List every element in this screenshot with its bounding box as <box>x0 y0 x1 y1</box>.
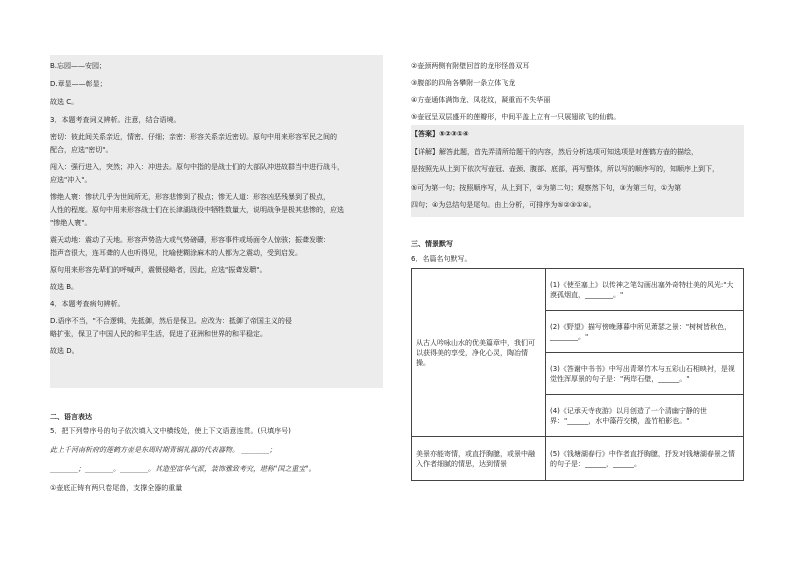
text-line: "惨绝人寰"。 <box>50 219 92 227</box>
text-line: 配合，应选"密切"。 <box>50 146 113 154</box>
text-line: 3．本题考查词义辨析。注意，结合语境。 <box>50 116 181 124</box>
table-left-cell: 美景亦能寄情，或直抒胸臆，或景中融入作者细腻的情思，达到情景 <box>412 437 546 481</box>
section-title: 二、语言表达 <box>50 413 92 421</box>
passage-text: 此上千河南析府的莲鹤方壶是东周时期青铜礼器的代表器物。 <box>50 446 239 454</box>
question-passage: 此上千河南析府的莲鹤方壶是东周时期青铜礼器的代表器物。 ________； <box>50 446 277 454</box>
table-cell: (4)《记承天寺夜游》以月创造了一个清幽宁静的世界："______，水中藻荇交横，盖竹柏影也。" <box>546 395 744 437</box>
text-line: 略扩张，保卫了中国人民的和平生活，促进了亚洲和世界的和平稳定。 <box>50 330 267 338</box>
text-line: 指声音很大，连耳聋的人也听得见，比喻使糊涂麻木的人都为之震动，受到启发。 <box>50 249 302 257</box>
option-item: ④方壶通体满饰龙、凤花纹，凝重而不失华丽 <box>411 96 551 104</box>
option-item: ②壶颈两侧有附壁回首的龙形怪兽双耳 <box>411 62 530 70</box>
answer-line: 【答案】⑤②③①④ <box>411 130 469 138</box>
passage-text: 其造型富华气派，装饰雅致考究，堪称"国之重宝"。 <box>155 465 316 473</box>
text-line: 应选"冲入"。 <box>50 176 92 184</box>
analysis-line: 是按照先从上到下依次写壶冠、壶颈、腹部、底部，再写整体，所以写的顺序写的，知顺序上到下， <box>411 165 719 173</box>
text-line: 震天动地：震动了天地。形容声势浩大或气势磅礴，形容事件或场面令人惊骇；振聋发聩： <box>50 236 330 244</box>
question-text: 6．名篇名句默写。 <box>411 255 472 263</box>
section-title: 三、情景默写 <box>411 240 453 248</box>
question-passage: ________；________。________。其造型富华气派，装饰雅致考究，堪称"国之重宝"。 <box>50 465 316 473</box>
option-item: ①壶底正铸有两只卷尾兽，支撑全器的重量 <box>50 484 183 492</box>
text-line: 故选 D。 <box>50 347 79 355</box>
analysis-line: ⑤可为第一句；按照顺序写，从上到下，②为第二句；观察然下句，③为第三句，①为第 <box>411 184 682 192</box>
text-line: 原句用来形容先辈们的呼喊声，震慑侵略者，因此，应选"振聋发聩"。 <box>50 266 267 274</box>
text-line: D.语序不当，"不合逻辑，先抵御，然后是保卫。应改为：抵御了帝国主义的侵 <box>50 317 292 325</box>
table-left-cell: 从古人吟咏山水的优美篇章中，我们可以获得美的享受，净化心灵，陶冶情操。 <box>412 269 546 437</box>
text-line: 密切：彼此间关系亲近，情密、仔细；亲密：形容关系亲近密切。原句中用来形容军民之间的 <box>50 133 337 141</box>
question-text: 5．把下列带序号的句子依次填入文中横线处，使上下文语意连贯。(只填序号) <box>50 427 291 435</box>
text-line: 故选 C。 <box>50 98 79 106</box>
text-line: D.章显——彰显； <box>50 80 107 88</box>
text-line: B.忘园——安园； <box>50 62 107 70</box>
text-line: 闯入：强行进入，突然；冲入：冲进去。原句中指的是战士们的大部队冲进故群当中进行战斗， <box>50 163 344 171</box>
table-cell: (5)《钱塘湖春行》中作者直抒胸臆，抒发对钱塘湖春景之情的句子是：______，______。 <box>546 437 744 481</box>
text-line: 人性的程度。原句中用来形容战士们在长津湖战役中牺牲数量大，说明战争是极其悲惨的，应选 <box>50 206 344 214</box>
recitation-table <box>411 268 744 481</box>
text-line: 故选 B。 <box>50 283 79 291</box>
analysis-line: 【详解】解答此题，首先弄清所给题干的内容，然后分析选项可知选项是对莲鹤方壶的描绘， <box>411 148 698 156</box>
table-cell: (2)《野望》描写傍晚薄暮中所见萧瑟之景："树树皆秋色，________。" <box>546 311 744 353</box>
option-item: ⑤壶冠呈双层盛开的莲瓣形，中间平盖上立有一只展翅欲飞的仙鹤。 <box>411 113 621 121</box>
table-cell: (3)《答谢中书书》中写出青翠竹木与五彩山石相映衬，是视觉性浑厚景的句子是："两岸石壁，______。" <box>546 353 744 395</box>
table-cell: (1)《使至塞上》以传神之笔勾画出塞外奇特壮美的风光:"大漠孤烟直，________。" <box>546 269 744 311</box>
text-line: 惨绝人寰：惨状几乎为世间所无，形容悲惨到了极点；惨无人道：形容凶恶残暴到了极点， <box>50 193 330 201</box>
text-line: 4．本题考查病句辨析。 <box>50 300 125 308</box>
option-item: ③腹部的四角各攀附一条立体飞龙 <box>411 79 516 87</box>
analysis-line: 四句；④为总结句是尾句。由上分析，可排序为⑤②③①④。 <box>411 201 596 209</box>
